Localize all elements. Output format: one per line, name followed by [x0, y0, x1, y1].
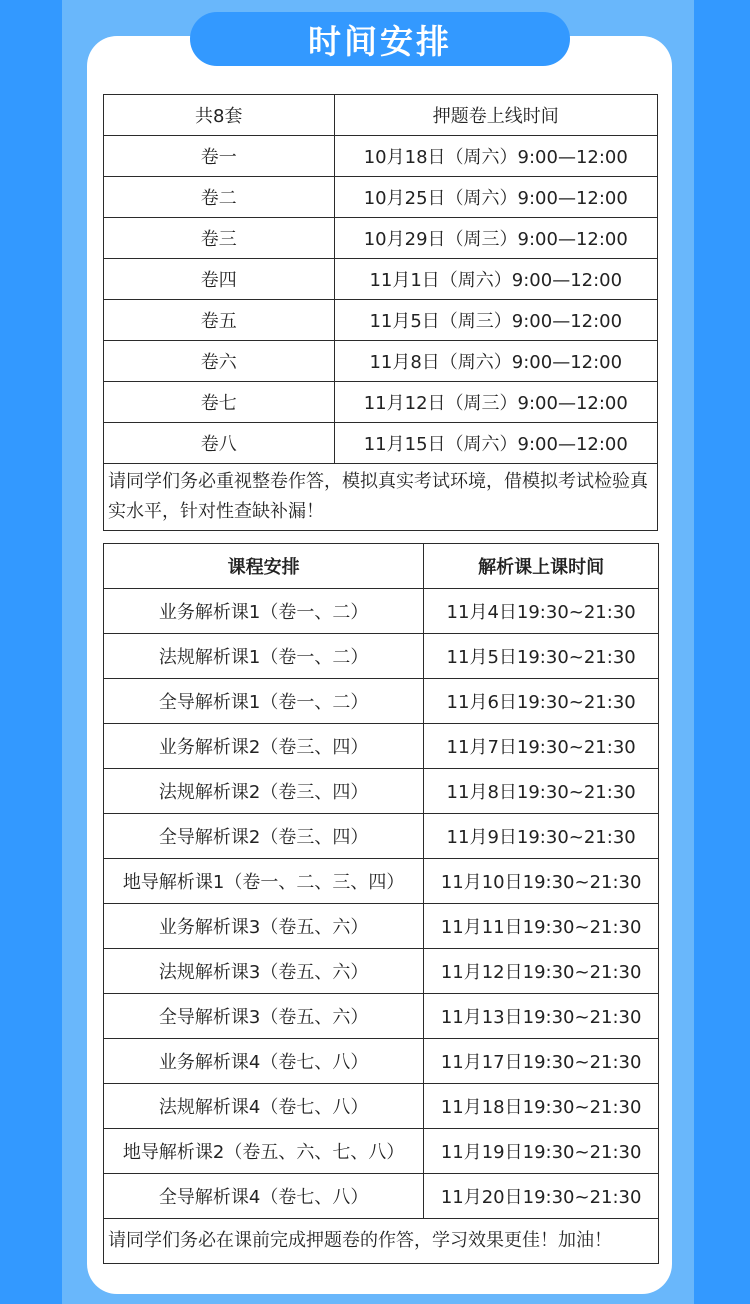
paper-row — [104, 177, 658, 218]
course-row — [104, 769, 659, 814]
course-row-time: 11月19日19:30~21:30 — [424, 1129, 659, 1174]
course-schedule-table — [103, 543, 659, 1264]
course-row — [104, 1129, 659, 1174]
course-row-time: 11月13日19:30~21:30 — [424, 994, 659, 1039]
paper-row-time: 11月12日（周三）9:00—12:00 — [334, 382, 657, 423]
paper-row — [104, 341, 658, 382]
course-row-time: 11月10日19:30~21:30 — [424, 859, 659, 904]
paper-row — [104, 300, 658, 341]
paper-row-time: 11月15日（周六）9:00—12:00 — [334, 423, 657, 464]
paper-table-header — [104, 95, 658, 136]
header-course: 课程安排 — [104, 544, 424, 589]
paper-row-time: 10月29日（周三）9:00—12:00 — [334, 218, 657, 259]
note-text: 请同学们务必重视整卷作答，模拟真实考试环境，借模拟考试检验真实水平，针对性查缺补漏！ — [104, 464, 658, 531]
header-release-time: 押题卷上线时间 — [334, 95, 657, 136]
paper-row-time: 10月25日（周六）9:00—12:00 — [334, 177, 657, 218]
course-row-name: 全导解析课3（卷五、六） — [104, 994, 424, 1039]
header-class-time: 解析课上课时间 — [424, 544, 659, 589]
course-row-time: 11月11日19:30~21:30 — [424, 904, 659, 949]
paper-row-time: 10月18日（周六）9:00—12:00 — [334, 136, 657, 177]
paper-row-name: 卷七 — [104, 382, 335, 423]
course-row-name: 法规解析课1（卷一、二） — [104, 634, 424, 679]
course-row — [104, 949, 659, 994]
course-row-name: 法规解析课2（卷三、四） — [104, 769, 424, 814]
course-table-header — [104, 544, 659, 589]
course-row — [104, 994, 659, 1039]
note-text: 请同学们务必在课前完成押题卷的作答，学习效果更佳！加油！ — [104, 1219, 659, 1264]
paper-row-note-row — [104, 464, 658, 531]
paper-row-name: 卷六 — [104, 341, 335, 382]
course-row-name: 全导解析课4（卷七、八） — [104, 1174, 424, 1219]
course-row — [104, 814, 659, 859]
course-row-time: 11月6日19:30~21:30 — [424, 679, 659, 724]
paper-row — [104, 259, 658, 300]
course-row-time: 11月4日19:30~21:30 — [424, 589, 659, 634]
course-row-name: 业务解析课3（卷五、六） — [104, 904, 424, 949]
course-row — [104, 724, 659, 769]
course-row — [104, 1084, 659, 1129]
course-row-name: 业务解析课4（卷七、八） — [104, 1039, 424, 1084]
course-row-name: 地导解析课1（卷一、二、三、四） — [104, 859, 424, 904]
course-row-note-row — [104, 1219, 659, 1264]
course-row-time: 11月7日19:30~21:30 — [424, 724, 659, 769]
course-row-time: 11月18日19:30~21:30 — [424, 1084, 659, 1129]
course-row-name: 法规解析课4（卷七、八） — [104, 1084, 424, 1129]
course-row — [104, 904, 659, 949]
course-row-time: 11月12日19:30~21:30 — [424, 949, 659, 994]
paper-row-name: 卷五 — [104, 300, 335, 341]
course-row — [104, 679, 659, 724]
course-row-name: 全导解析课2（卷三、四） — [104, 814, 424, 859]
paper-row-time: 11月8日（周六）9:00—12:00 — [334, 341, 657, 382]
paper-row — [104, 136, 658, 177]
paper-row — [104, 218, 658, 259]
course-row-time: 11月20日19:30~21:30 — [424, 1174, 659, 1219]
course-row-name: 地导解析课2（卷五、六、七、八） — [104, 1129, 424, 1174]
paper-row-time: 11月1日（周六）9:00—12:00 — [334, 259, 657, 300]
course-row — [104, 1039, 659, 1084]
paper-row — [104, 382, 658, 423]
course-row — [104, 859, 659, 904]
paper-schedule-table — [103, 94, 658, 531]
course-row — [104, 589, 659, 634]
paper-row-name: 卷八 — [104, 423, 335, 464]
paper-row-time: 11月5日（周三）9:00—12:00 — [334, 300, 657, 341]
course-row-time: 11月5日19:30~21:30 — [424, 634, 659, 679]
course-row-name: 全导解析课1（卷一、二） — [104, 679, 424, 724]
course-row-name: 法规解析课3（卷五、六） — [104, 949, 424, 994]
course-row-name: 业务解析课1（卷一、二） — [104, 589, 424, 634]
paper-row-name: 卷一 — [104, 136, 335, 177]
page-title: 时间安排 — [190, 12, 570, 66]
course-row-time: 11月8日19:30~21:30 — [424, 769, 659, 814]
course-row — [104, 634, 659, 679]
paper-row-name: 卷二 — [104, 177, 335, 218]
course-row-time: 11月9日19:30~21:30 — [424, 814, 659, 859]
paper-row-name: 卷四 — [104, 259, 335, 300]
course-row — [104, 1174, 659, 1219]
header-set-count: 共8套 — [104, 95, 335, 136]
paper-row — [104, 423, 658, 464]
paper-row-name: 卷三 — [104, 218, 335, 259]
course-row-time: 11月17日19:30~21:30 — [424, 1039, 659, 1084]
course-row-name: 业务解析课2（卷三、四） — [104, 724, 424, 769]
